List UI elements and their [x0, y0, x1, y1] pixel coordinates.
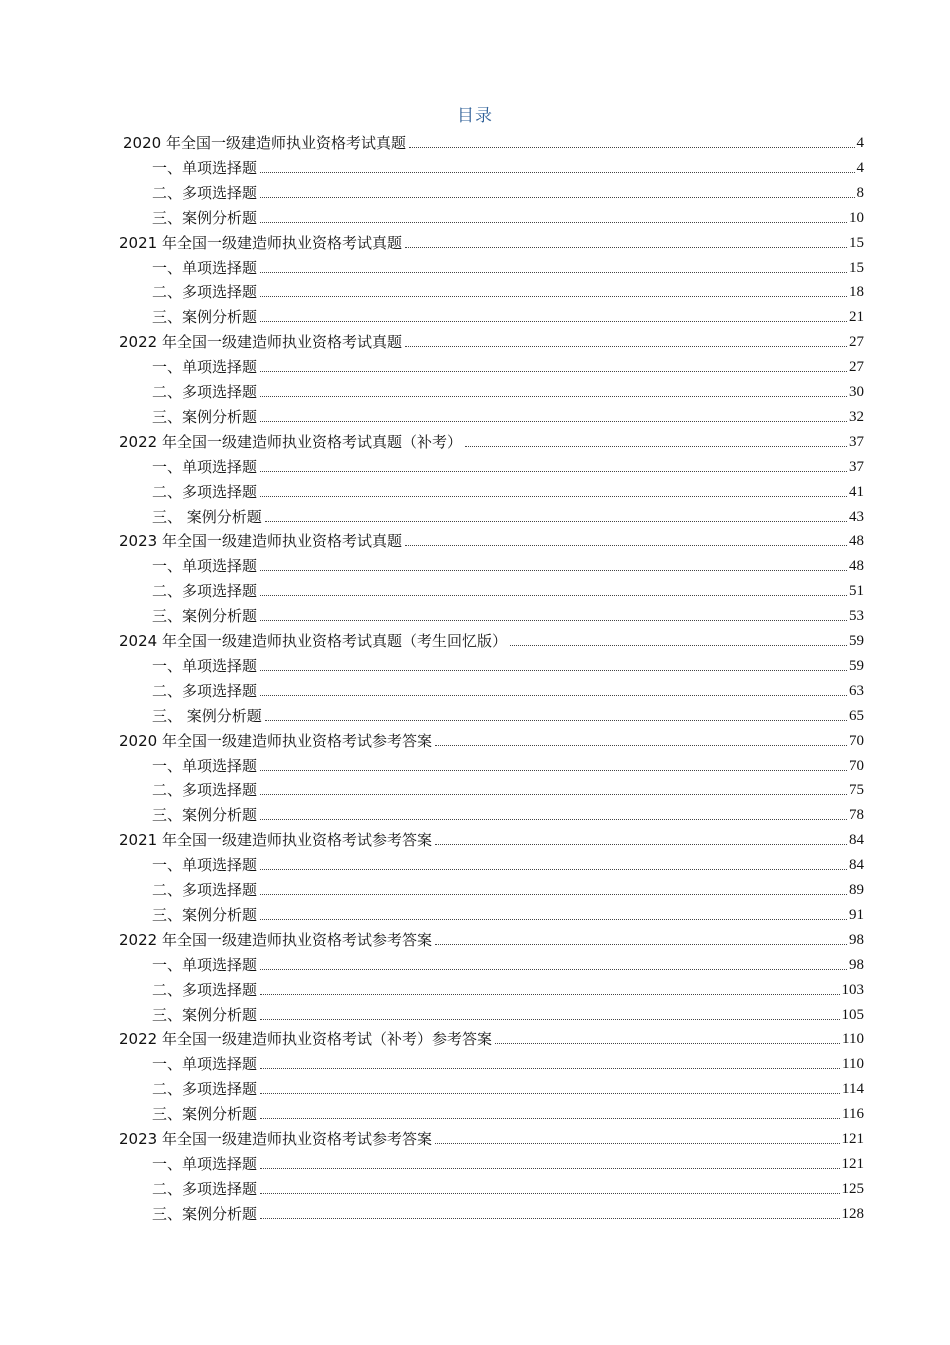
toc-subsection-entry[interactable]	[152, 305, 864, 327]
toc-subsection-entry[interactable]	[152, 704, 864, 726]
toc-subsection-entry[interactable]	[152, 1177, 864, 1199]
toc-section-entry[interactable]	[119, 629, 864, 651]
toc-entry-label: 二、多项选择题	[152, 1179, 258, 1198]
toc-leader-dots	[409, 147, 855, 148]
toc-leader-dots	[495, 1043, 840, 1044]
toc-page-number: 78	[849, 807, 864, 824]
toc-leader-dots	[260, 869, 847, 870]
toc-leader-dots	[260, 172, 854, 173]
toc-leader-dots	[465, 446, 847, 447]
toc-page-number: 37	[849, 458, 864, 475]
toc-page-number: 70	[849, 732, 864, 749]
toc-subsection-entry[interactable]	[152, 405, 864, 427]
toc-leader-dots	[435, 745, 847, 746]
toc-entry-label: 三、 案例分析题	[152, 706, 262, 725]
toc-subsection-entry[interactable]	[152, 455, 864, 477]
toc-leader-dots	[260, 670, 847, 671]
toc-leader-dots	[260, 471, 847, 472]
toc-entry-label: 2022 年全国一级建造师执业资格考试参考答案	[119, 930, 432, 949]
toc-page-number: 48	[849, 533, 864, 550]
toc-entry-label: 2024 年全国一级建造师执业资格考试真题（考生回忆版）	[119, 632, 507, 650]
toc-section-entry[interactable]	[119, 1027, 864, 1049]
toc-page-number: 41	[849, 483, 864, 500]
toc-leader-dots	[260, 770, 847, 771]
toc-subsection-entry[interactable]	[152, 480, 864, 502]
toc-subsection-entry[interactable]	[152, 853, 864, 875]
toc-entry-label: 二、多项选择题	[152, 781, 258, 800]
toc-subsection-entry[interactable]	[152, 679, 864, 701]
toc-subsection-entry[interactable]	[152, 1102, 864, 1124]
toc-entry-label: 2021 年全国一级建造师执业资格考试真题	[119, 233, 402, 252]
toc-page-number: 105	[841, 1006, 864, 1023]
toc-leader-dots	[260, 1093, 840, 1094]
toc-leader-dots	[260, 969, 847, 970]
toc-entry-label: 三、案例分析题	[152, 905, 258, 924]
toc-page-number: 4	[856, 135, 864, 151]
toc-leader-dots	[405, 545, 847, 546]
toc-leader-dots	[260, 1218, 839, 1219]
toc-page-number: 75	[849, 782, 864, 799]
toc-page-number: 91	[849, 906, 864, 923]
toc-section-entry[interactable]	[119, 330, 864, 352]
toc-leader-dots	[260, 296, 847, 297]
toc-subsection-entry[interactable]	[152, 953, 864, 975]
toc-subsection-entry[interactable]	[152, 1003, 864, 1025]
toc-page-number: 43	[849, 508, 864, 525]
toc-page-number: 18	[849, 284, 864, 301]
toc-page-number: 4	[856, 159, 864, 176]
toc-leader-dots	[260, 272, 847, 273]
toc-subsection-entry[interactable]	[152, 1077, 864, 1099]
toc-entry-label: 一、单项选择题	[152, 856, 258, 875]
toc-leader-dots	[260, 620, 847, 621]
toc-entry-label: 2023 年全国一级建造师执业资格考试真题	[119, 532, 402, 551]
toc-subsection-entry[interactable]	[152, 181, 864, 203]
toc-page-number: 53	[849, 608, 864, 625]
toc-subsection-entry[interactable]	[152, 355, 864, 377]
toc-page-number: 27	[849, 359, 864, 376]
toc-leader-dots	[260, 595, 847, 596]
toc-entry-label: 2022 年全国一级建造师执业资格考试真题（补考）	[119, 432, 462, 451]
toc-leader-dots	[260, 396, 847, 397]
toc-subsection-entry[interactable]	[152, 878, 864, 900]
toc-subsection-entry[interactable]	[152, 156, 864, 178]
toc-subsection-entry[interactable]	[152, 1202, 864, 1224]
toc-entry-label: 一、单项选择题	[152, 258, 258, 277]
toc-entry-label: 二、多项选择题	[152, 183, 258, 202]
toc-page-number: 84	[849, 857, 864, 874]
toc-entry-label: 2021 年全国一级建造师执业资格考试参考答案	[119, 831, 432, 850]
toc-entry-label: 三、案例分析题	[152, 208, 258, 227]
toc-section-entry[interactable]	[119, 729, 864, 751]
toc-subsection-entry[interactable]	[152, 505, 864, 527]
toc-section-entry[interactable]	[119, 430, 864, 452]
toc-subsection-entry[interactable]	[152, 380, 864, 402]
toc-entry-label: 三、 案例分析题	[152, 507, 262, 526]
toc-page-number: 121	[841, 1155, 864, 1172]
toc-subsection-entry[interactable]	[152, 1052, 864, 1074]
toc-entry-label: 二、多项选择题	[152, 383, 258, 401]
toc-page-number: 15	[849, 234, 864, 251]
toc-entry-label: 2022 年全国一级建造师执业资格考试（补考）参考答案	[119, 1030, 492, 1049]
toc-leader-dots	[260, 197, 854, 198]
toc-leader-dots	[265, 720, 847, 721]
toc-page-number: 116	[842, 1106, 864, 1123]
toc-page-number: 103	[841, 981, 864, 998]
toc-leader-dots	[510, 645, 847, 646]
toc-entry-label: 一、单项选择题	[152, 457, 258, 476]
toc-entry-label: 2020 年全国一级建造师执业资格考试参考答案	[119, 731, 432, 750]
toc-subsection-entry[interactable]	[152, 754, 864, 776]
toc-page-number: 63	[849, 682, 864, 699]
toc-page-number: 8	[856, 184, 864, 201]
toc-entry-label: 二、多项选择题	[152, 980, 258, 999]
toc-subsection-entry[interactable]	[152, 654, 864, 676]
toc-leader-dots	[260, 894, 847, 895]
toc-page-number: 98	[849, 956, 864, 973]
toc-subsection-entry[interactable]	[152, 903, 864, 925]
toc-leader-dots	[265, 521, 847, 522]
toc-entry-label: 三、案例分析题	[152, 607, 258, 626]
toc-entry-label: 二、多项选择题	[152, 283, 258, 302]
toc-page-number: 15	[849, 259, 864, 276]
toc-page-number: 48	[849, 558, 864, 575]
toc-page-number: 37	[849, 433, 864, 450]
toc-subsection-entry[interactable]	[152, 206, 864, 228]
toc-page-number: 51	[849, 583, 864, 600]
toc-entry-label: 二、多项选择题	[152, 482, 258, 501]
toc-section-entry[interactable]	[119, 928, 864, 950]
toc-leader-dots	[260, 371, 847, 372]
toc-leader-dots	[260, 994, 839, 995]
toc-subsection-entry[interactable]	[152, 803, 864, 825]
toc-page-number: 128	[841, 1205, 864, 1222]
toc-entry-label: 三、案例分析题	[152, 308, 258, 327]
toc-leader-dots	[260, 1068, 840, 1069]
toc-leader-dots	[260, 421, 847, 422]
toc-page-number: 125	[841, 1180, 864, 1197]
toc-leader-dots	[260, 222, 847, 223]
toc-leader-dots	[260, 819, 847, 820]
toc-page-number: 121	[841, 1131, 864, 1147]
toc-entry-label: 二、多项选择题	[152, 681, 258, 700]
toc-entry-label: 一、单项选择题	[152, 955, 258, 974]
toc-page-number: 110	[842, 1031, 864, 1048]
toc-subsection-entry[interactable]	[152, 256, 864, 278]
toc-leader-dots	[435, 944, 847, 945]
toc-entry-label: 2023 年全国一级建造师执业资格考试参考答案	[119, 1130, 432, 1148]
toc-entry-label: 二、多项选择题	[152, 1080, 258, 1099]
toc-page-number: 110	[842, 1056, 864, 1073]
toc-page-number: 89	[849, 882, 864, 898]
toc-subsection-entry[interactable]	[152, 554, 864, 576]
toc-leader-dots	[435, 844, 847, 845]
toc-entry-label: 一、单项选择题	[152, 1055, 258, 1074]
toc-title: 目录	[457, 106, 493, 126]
toc-page-number: 21	[849, 309, 864, 326]
toc-entry-label: 2020 年全国一级建造师执业资格考试真题	[123, 134, 406, 152]
toc-entry-label: 三、案例分析题	[152, 407, 258, 426]
toc-entry-label: 三、案例分析题	[152, 1105, 258, 1124]
toc-leader-dots	[405, 247, 847, 248]
toc-entry-label: 一、单项选择题	[152, 358, 258, 377]
toc-section-entry[interactable]	[119, 828, 864, 850]
toc-entry-label: 二、多项选择题	[152, 582, 258, 601]
toc-page-number: 27	[849, 334, 864, 351]
toc-entry-label: 一、单项选择题	[152, 557, 258, 576]
toc-page-number: 30	[849, 384, 864, 400]
toc-subsection-entry[interactable]	[152, 778, 864, 800]
toc-entry-label: 三、案例分析题	[152, 1204, 258, 1223]
toc-leader-dots	[260, 919, 847, 920]
toc-leader-dots	[260, 794, 847, 795]
toc-page-number: 114	[842, 1081, 864, 1098]
toc-entry-label: 一、单项选择题	[152, 756, 258, 775]
toc-leader-dots	[260, 695, 847, 696]
toc-leader-dots	[260, 1019, 839, 1020]
toc-section-entry[interactable]	[123, 131, 864, 153]
toc-leader-dots	[405, 346, 847, 347]
toc-page-number: 10	[849, 209, 864, 226]
toc-subsection-entry[interactable]	[152, 1152, 864, 1174]
toc-entry-label: 一、单项选择题	[152, 1154, 258, 1173]
toc-subsection-entry[interactable]	[152, 978, 864, 1000]
toc-subsection-entry[interactable]	[152, 604, 864, 626]
toc-entry-label: 三、案例分析题	[152, 806, 258, 825]
toc-entry-label: 二、多项选择题	[152, 881, 258, 899]
toc-page-number: 98	[849, 931, 864, 948]
toc-entry-label: 一、单项选择题	[152, 656, 258, 675]
toc-subsection-entry[interactable]	[152, 579, 864, 601]
toc-entry-label: 2022 年全国一级建造师执业资格考试真题	[119, 333, 402, 352]
toc-leader-dots	[260, 496, 847, 497]
toc-leader-dots	[260, 1193, 839, 1194]
toc-leader-dots	[260, 321, 847, 322]
toc-section-entry[interactable]	[119, 529, 864, 551]
toc-page-number: 70	[849, 757, 864, 774]
toc-leader-dots	[260, 1118, 840, 1119]
toc-page-number: 59	[849, 633, 864, 649]
toc-page-number: 32	[849, 408, 864, 425]
toc-leader-dots	[260, 570, 847, 571]
toc-section-entry[interactable]	[119, 1127, 864, 1149]
toc-leader-dots	[435, 1143, 840, 1144]
toc-page-number: 84	[849, 832, 864, 849]
toc-subsection-entry[interactable]	[152, 280, 864, 302]
toc-entry-label: 一、单项选择题	[152, 158, 258, 177]
toc-leader-dots	[260, 1168, 839, 1169]
toc-entry-label: 三、案例分析题	[152, 1005, 258, 1024]
toc-section-entry[interactable]	[119, 231, 864, 253]
toc-page-number: 65	[849, 707, 864, 724]
toc-page-number: 59	[849, 657, 864, 674]
